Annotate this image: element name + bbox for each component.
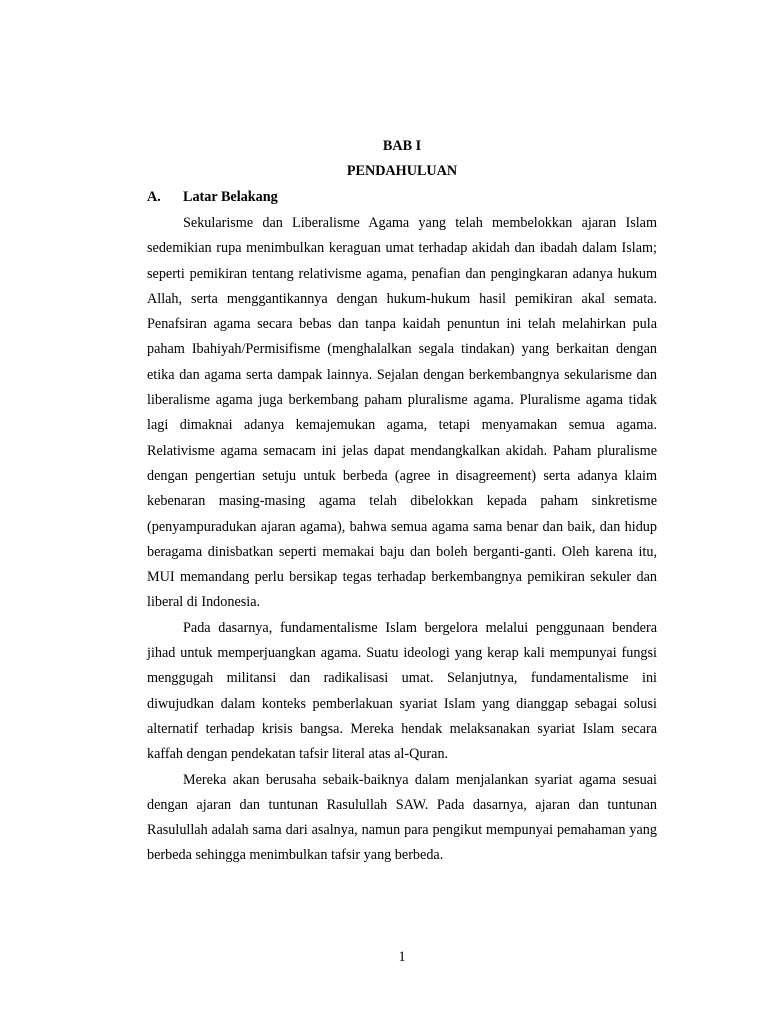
chapter-title: PENDAHULUAN	[346, 163, 458, 179]
body-text	[147, 211, 657, 869]
paragraph: Sekularisme dan Liberalisme Agama yang telah membelokkan ajaran Islam sedemikian rupa menimbulkan keraguan umat terhadap akidah dan ibadah dalam Islam; seperti pemikiran tentang relativisme agama, penafian dan pengingkaran adanya hukum Allah, serta menggantikannya dengan hukum-hukum hasil pemikiran akal semata. Penafsiran agama secara bebas dan tanpa kaidah penuntun ini telah melahirkan pula paham Ibahiyah/Permisifisme (menghalalkan segala tindakan) yang berkaitan dengan etika dan agama serta dampak lainnya. Sejalan dengan berkembangnya sekularisme dan liberalisme agama juga berkembang paham pluralisme agama. Pluralisme agama tidak lagi dimaknai adanya kemajemukan agama, tetapi menyamakan semua agama. Relativisme agama semacam ini jelas dapat mendangkalkan akidah. Paham pluralisme dengan pengertian setuju untuk berbeda (agree in disagreement) serta adanya klaim kebenaran masing-masing agama telah dibelokkan kepada paham sinkretisme (penyampuradukan ajaran agama), bahwa semua agama sama benar dan baik, dan hidup beragama dinisbatkan seperti memakai baju dan boleh berganti-ganti. Oleh karena itu, MUI memandang perlu bersikap tegas terhadap berkembangnya pemikiran sekuler dan liberal di Indonesia.	[147, 215, 657, 611]
section-heading	[147, 187, 278, 207]
paragraph: Mereka akan berusaha sebaik-baiknya dalam menjalankan syariat agama sesuai dengan ajaran dan tuntunan Rasulullah SAW. Pada dasarnya, ajaran dan tuntunan Rasulullah adalah sama dari asalnya, namun para pengikut mempunyai pemahaman yang berbeda sehingga menimbulkan tafsir yang berbeda.	[147, 771, 657, 864]
chapter-number: BAB I	[382, 138, 422, 154]
paragraph: Pada dasarnya, fundamentalisme Islam bergelora melalui penggunaan bendera jihad untuk memperjuangkan agama. Suatu ideologi yang kerap kali mempunyai fungsi menggugah militansi dan radikalisasi umat. Selanjutnya, fundamentalisme ini diwujudkan dalam konteks pemberlakuan syariat Islam yang dianggap sebagai solusi alternatif terhadap krisis bangsa. Mereka hendak melaksanakan syariat Islam secara kaffah dengan pendekatan tafsir literal atas al-Quran.	[147, 619, 657, 763]
section-title: Latar Belakang	[183, 189, 278, 205]
page-number: 1	[398, 949, 406, 965]
section-number: A.	[147, 189, 161, 205]
